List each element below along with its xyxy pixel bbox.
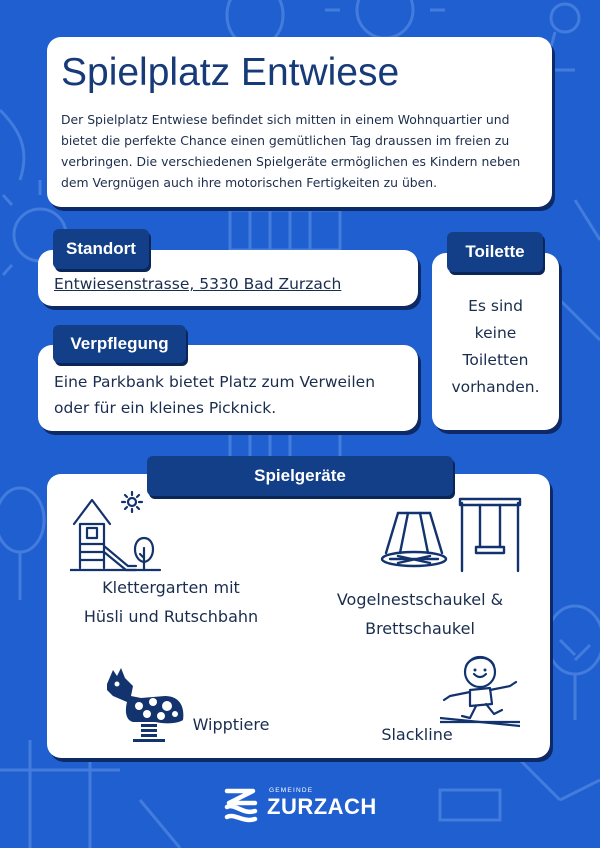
gemeinde-zurzach-logo bbox=[221, 783, 381, 823]
toilette-line: Es sind bbox=[468, 297, 523, 315]
toilette-text bbox=[432, 293, 559, 401]
spring-rider-icon bbox=[103, 662, 188, 742]
intro-text: Der Spielplatz Entwiese befindet sich mitten in einem Wohnquartier und bietet die perfekte Chance einen gemütlichen Tag draussen im freien zu verbringen. Die verschiedenen Spielgeräte ermöglichen es Kindern neben dem Vergnügen auch ihre motorischen Fertigkeiten zu üben. bbox=[61, 112, 521, 190]
playhouse-slide-icon bbox=[70, 490, 162, 572]
spielgeraet-line: Hüsli und Rutschbahn bbox=[83, 607, 259, 626]
toilette-line: vorhanden. bbox=[451, 378, 540, 396]
spielgeraet-line: Vogelnestschaukel & bbox=[336, 590, 504, 609]
spielgeraet-line: Slackline bbox=[381, 725, 453, 744]
toilette-heading: Toilette bbox=[447, 232, 543, 272]
swing-icon bbox=[380, 495, 530, 577]
slackline-icon bbox=[440, 652, 520, 730]
title-card bbox=[47, 37, 552, 207]
address-link[interactable]: Entwiesenstrasse, 5330 Bad Zurzach bbox=[54, 275, 342, 293]
spielgeraet-line: Wipptiere bbox=[192, 715, 270, 734]
logo-big-text: ZURZACH bbox=[267, 794, 377, 819]
zurzach-logo-icon bbox=[221, 783, 263, 823]
spielgeraet-line: Brettschaukel bbox=[365, 619, 475, 638]
spielgeraet-label bbox=[66, 573, 276, 631]
spielgeraete-heading: Spielgeräte bbox=[147, 456, 453, 496]
spielgeraet-label bbox=[367, 720, 467, 749]
logo-small-text: GEMEINDE bbox=[269, 787, 314, 794]
standort-heading: Standort bbox=[53, 229, 149, 269]
toilette-line: keine bbox=[474, 324, 517, 342]
toilette-card bbox=[432, 253, 559, 430]
verpflegung-heading: Verpflegung bbox=[53, 325, 186, 363]
page-title: Spielplatz Entwiese bbox=[61, 51, 400, 94]
spielgeraet-label bbox=[315, 585, 525, 643]
verpflegung-text: Eine Parkbank bietet Platz zum Verweilen oder für ein kleines Picknick. bbox=[54, 373, 376, 417]
spielgeraet-label bbox=[181, 710, 281, 739]
spielgeraet-line: Klettergarten mit bbox=[102, 578, 240, 597]
toilette-line: Toiletten bbox=[462, 351, 529, 369]
